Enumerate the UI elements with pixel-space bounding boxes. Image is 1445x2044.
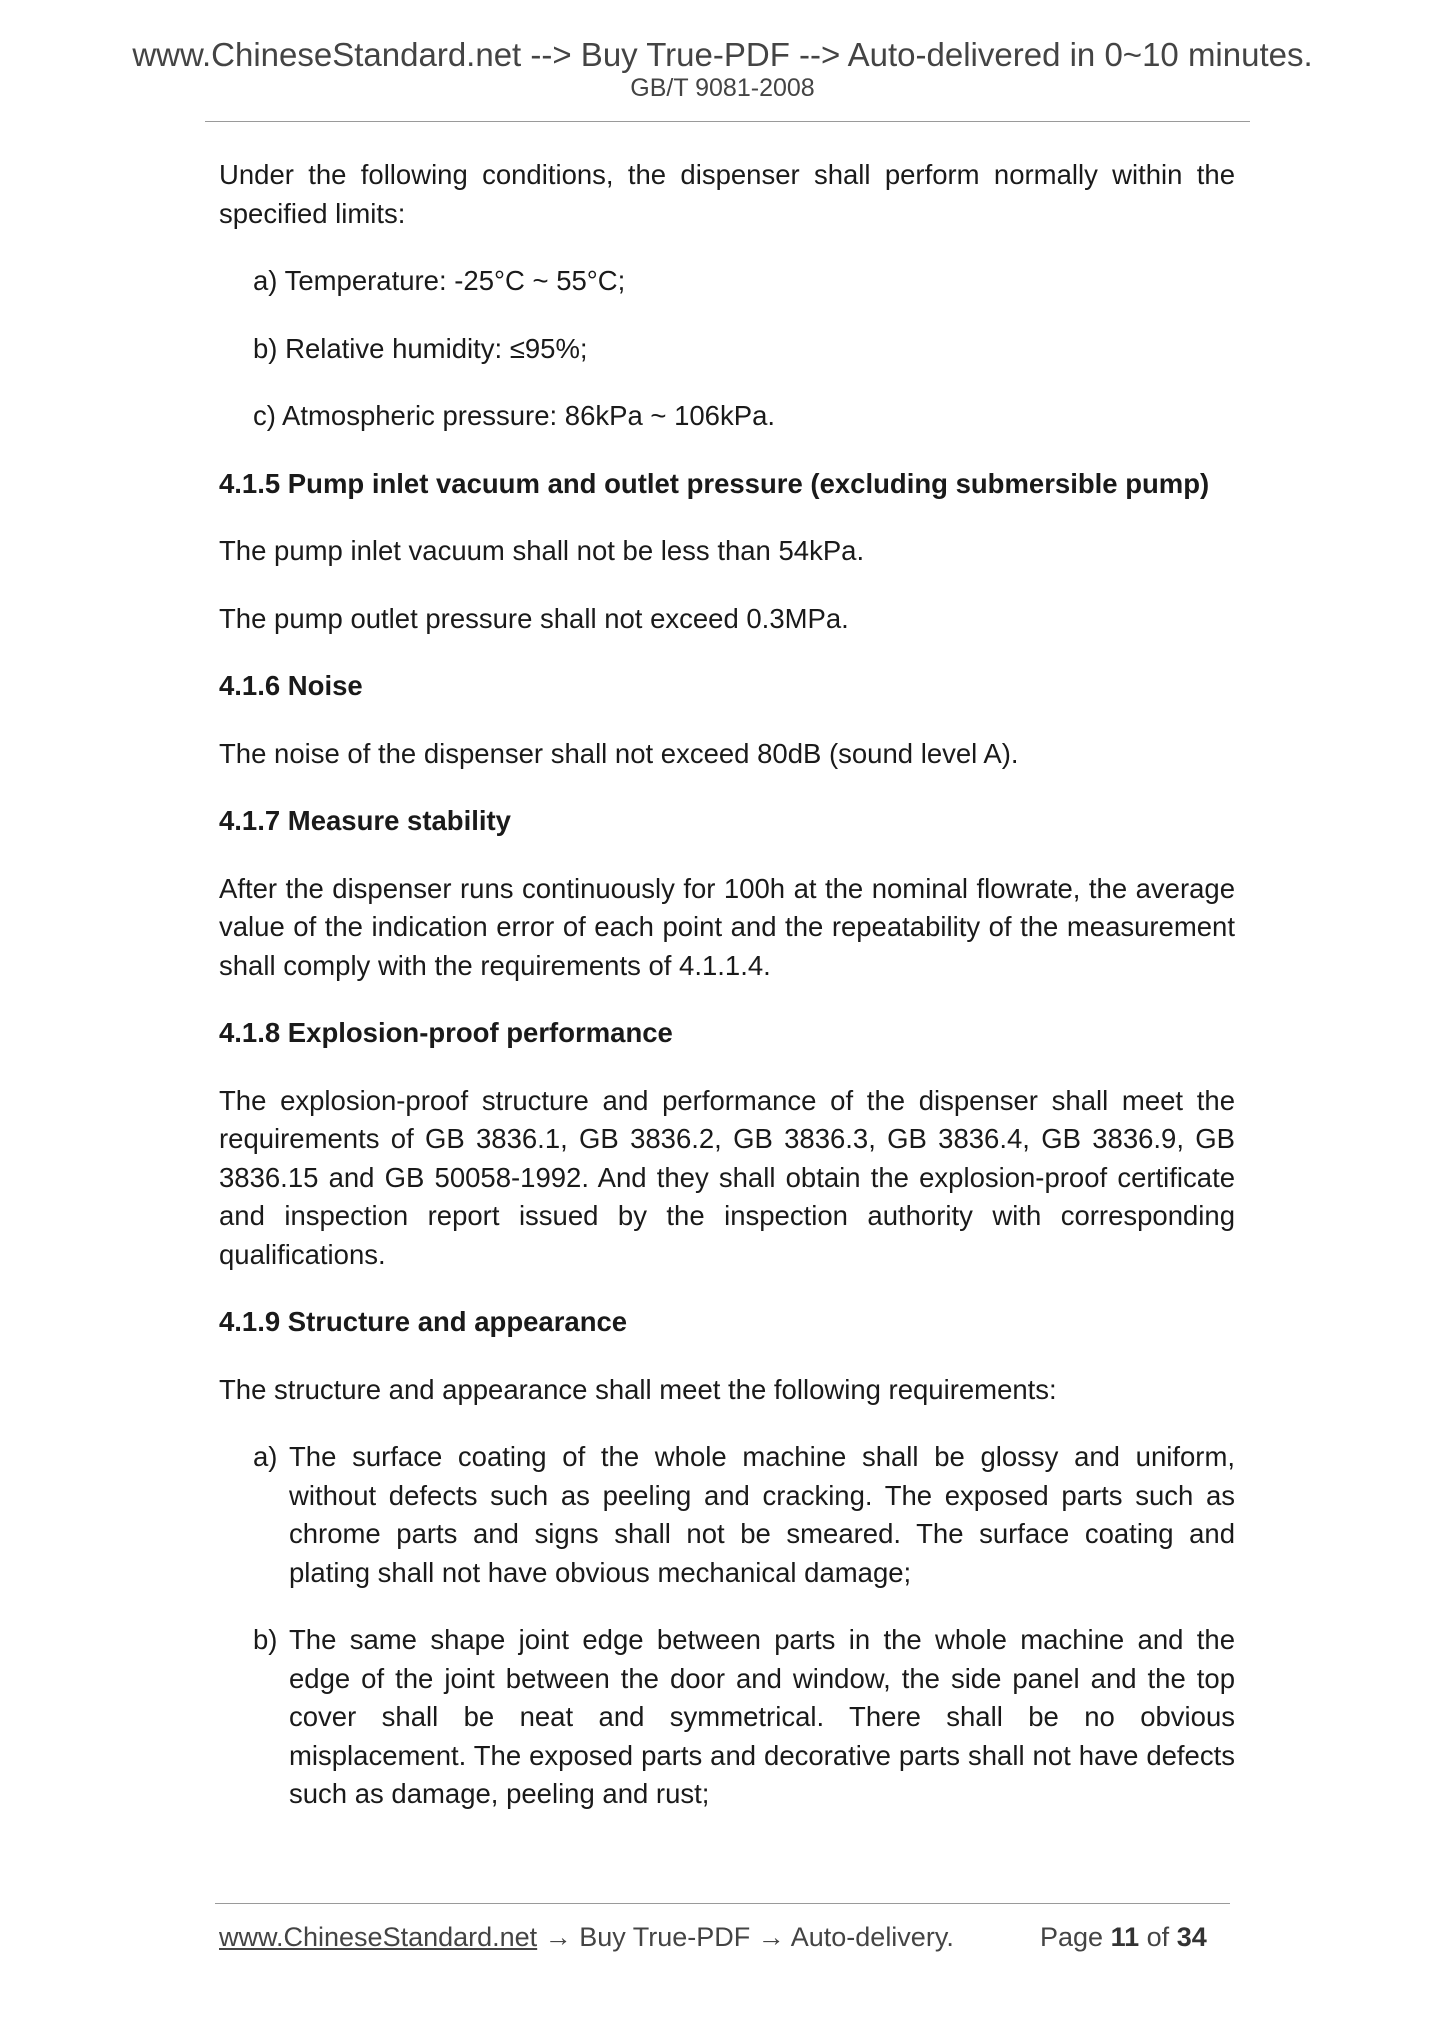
paragraph: The explosion-proof structure and performance of the dispenser shall meet the requirements of GB 3836.1, GB 3836.2, GB 3836.3, GB 3836.4, GB 3836.9, GB 3836.15 and GB 50058-1992. And they shall obtain the explosion-proof certificate and inspection report issued by the inspection authority with corresponding qualifications. xyxy=(219,1084,1235,1270)
of-word: of xyxy=(1146,1922,1170,1952)
list-marker: a) xyxy=(253,1441,278,1472)
footer-text: → Buy True-PDF → Auto-delivery. xyxy=(537,1922,954,1952)
section-heading-4-1-9: 4.1.9 Structure and appearance xyxy=(219,1306,628,1337)
section-heading-4-1-6: 4.1.6 Noise xyxy=(219,670,363,701)
paragraph: The pump outlet pressure shall not exceed 0.3MPa. xyxy=(219,602,849,634)
footer-rule xyxy=(215,1903,1230,1904)
list-item-text: The same shape joint edge between parts in the whole machine and the edge of the joint between the door and window, the side panel and the top cover shall be neat and symmetrical. There shall be no obvious misplacement. The exposed parts and decorative parts shall not have defects such as damage, peeling and rust; xyxy=(289,1624,1235,1809)
condition-item: b) Relative humidity: ≤95%; xyxy=(253,332,588,364)
page-total: 34 xyxy=(1176,1922,1207,1952)
page-indicator xyxy=(1040,1922,1207,1953)
document-code: GB/T 9081-2008 xyxy=(630,74,815,102)
section-heading-4-1-7: 4.1.7 Measure stability xyxy=(219,805,511,836)
paragraph: The pump inlet vacuum shall not be less than 54kPa. xyxy=(219,535,865,566)
page-content xyxy=(219,156,1235,1843)
paragraph: After the dispenser runs continuously for 100h at the nominal flowrate, the average value of the indication error of each point and the repeatability of the measurement shall comply with the requirements of 4.1.1.4. xyxy=(219,872,1235,981)
page-word: Page xyxy=(1040,1922,1104,1952)
header-rule xyxy=(205,121,1250,122)
requirement-item xyxy=(219,1438,1235,1592)
section-heading-4-1-5: 4.1.5 Pump inlet vacuum and outlet pressure (excluding submersible pump) xyxy=(219,467,1210,499)
list-item-text: The surface coating of the whole machine shall be glossy and uniform, without defects such as peeling and cracking. The exposed parts such as chrome parts and signs shall not be smeared. The surface coating and plating shall not have obvious mechanical damage; xyxy=(289,1441,1235,1588)
paragraph: The structure and appearance shall meet the following requirements: xyxy=(219,1373,1057,1405)
footer-site-link[interactable]: www.ChineseStandard.net xyxy=(219,1922,538,1952)
section-heading-4-1-8: 4.1.8 Explosion-proof performance xyxy=(219,1017,673,1048)
footer-left xyxy=(219,1922,954,1953)
top-banner: www.ChineseStandard.net --> Buy True-PDF --> Auto-delivered in 0~10 minutes. xyxy=(132,36,1313,73)
requirement-item xyxy=(219,1621,1235,1814)
paragraph: The noise of the dispenser shall not exceed 80dB (sound level A). xyxy=(219,737,1019,769)
intro-paragraph: Under the following conditions, the dispenser shall perform normally within the specified limits: xyxy=(219,159,1235,229)
condition-item: a) Temperature: -25°C ~ 55°C; xyxy=(253,265,626,296)
page-number: 11 xyxy=(1110,1922,1140,1952)
condition-item: c) Atmospheric pressure: 86kPa ~ 106kPa. xyxy=(253,400,776,431)
list-marker: b) xyxy=(253,1624,278,1655)
